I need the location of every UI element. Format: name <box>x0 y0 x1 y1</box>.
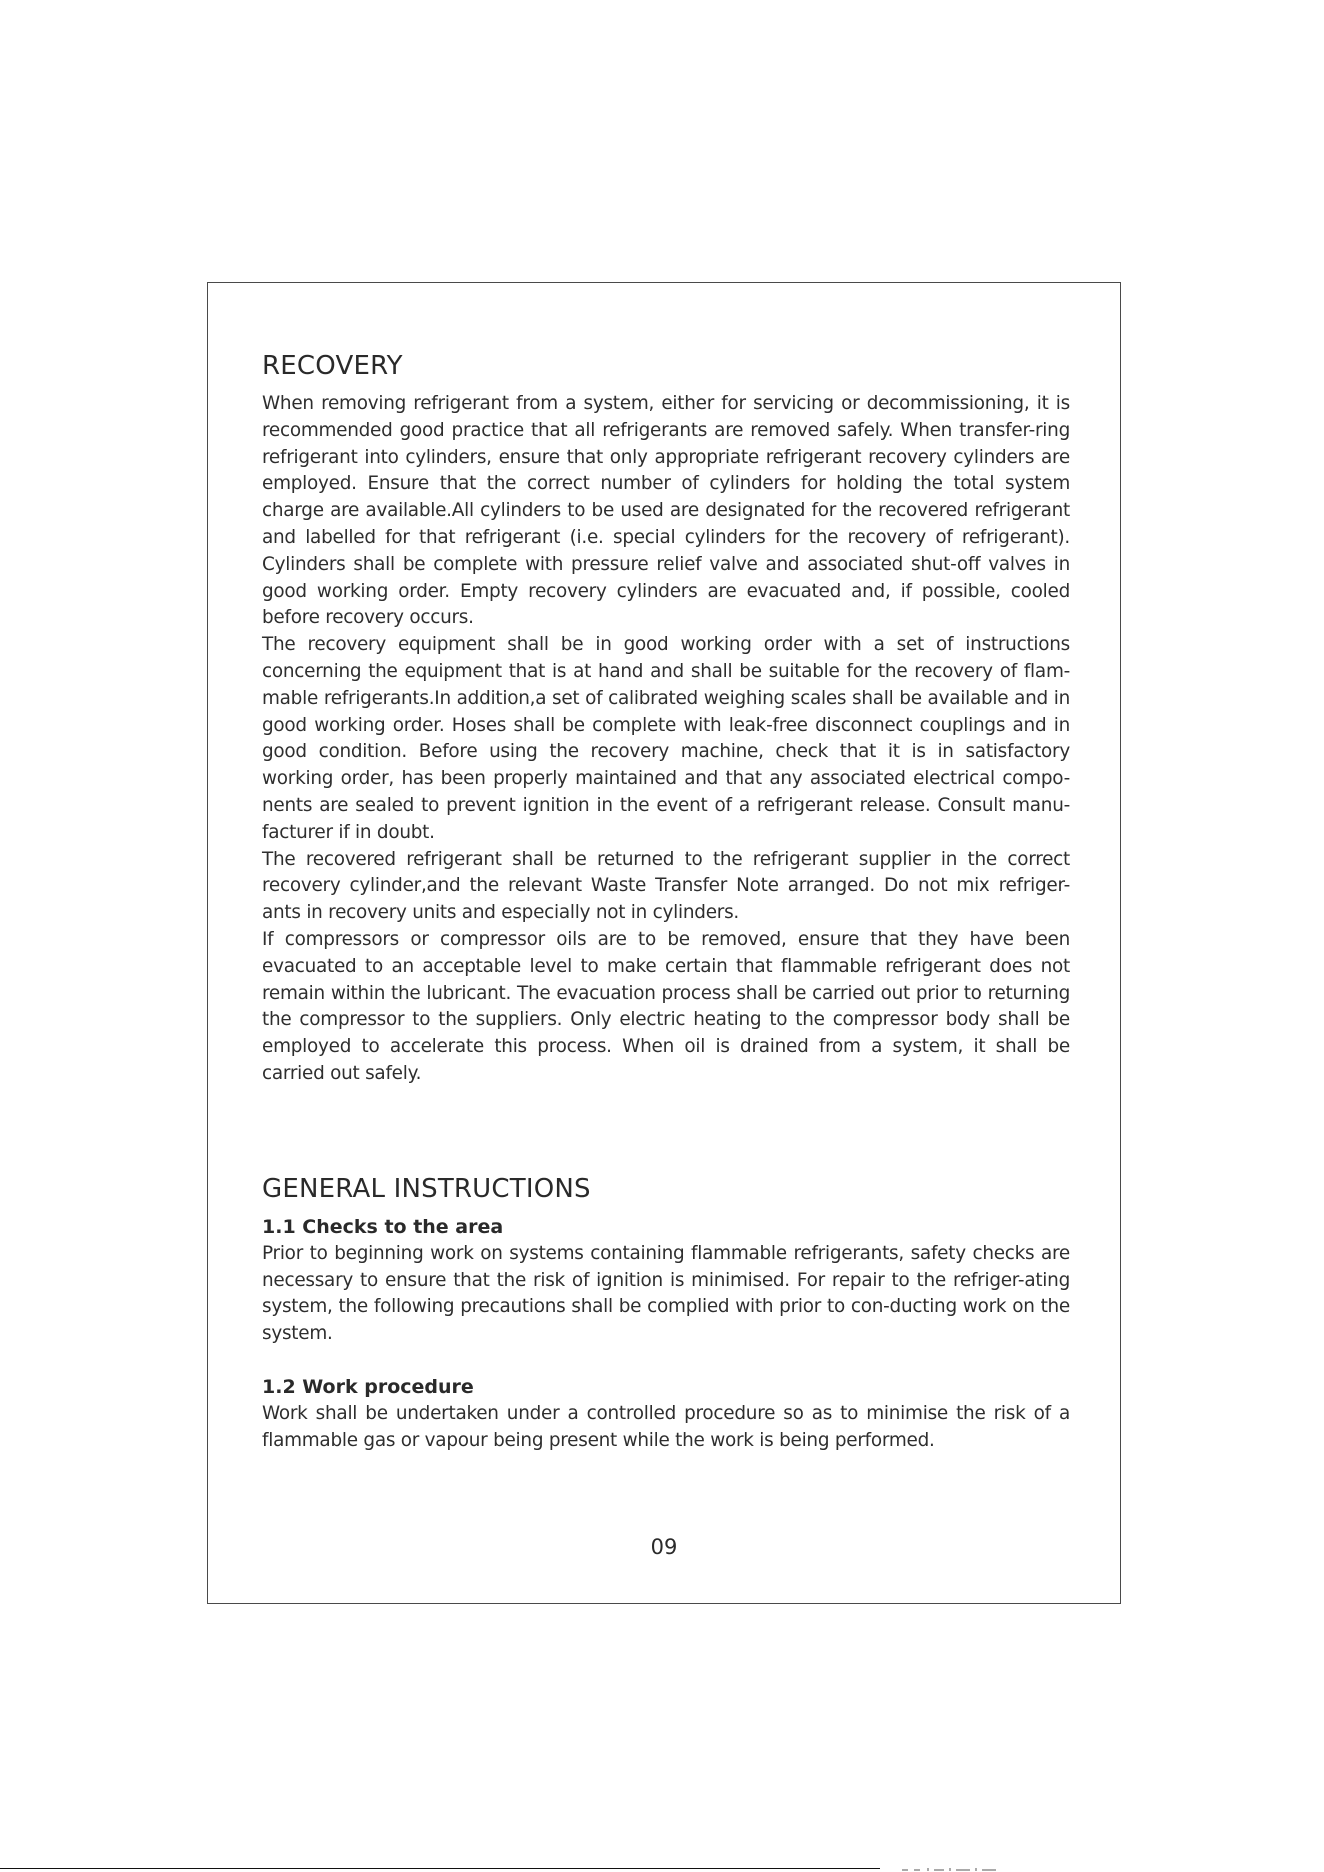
checks-to-area-heading: 1.1 Checks to the area <box>262 1215 504 1238</box>
recovery-paragraph: If compressors or compressor oils are to be removed, ensure that they have been evacuated to an acceptable level to make certain that flammable refrigerant does not remain within the lubricant. The evacuation process shall be carried out prior to returning the compressor to the suppliers. Only electric heating to the compressor body shall be employed to accelerate this process. When oil is drained from a system, it shall be carried out safely. <box>262 928 1070 1084</box>
subsection-gap <box>262 1348 1070 1374</box>
checks-to-area-text: Prior to beginning work on systems containing flammable refrigerants, safety checks are necessary to ensure that the risk of ignition is minimised. For repair to the refriger-ating system, the following precautions shall be complied with prior to con-ducting work on the system. <box>262 1242 1070 1345</box>
page-frame <box>207 282 1121 1604</box>
work-procedure-heading: 1.2 Work procedure <box>262 1375 474 1398</box>
bottom-divider <box>0 1868 880 1869</box>
recovery-paragraph: The recovered refrigerant shall be returned to the refrigerant supplier in the correct recovery cylinder,and the relevant Waste Transfer Note arranged. Do not mix refriger-ants in recovery units and especially not in cylinders. <box>262 848 1070 924</box>
general-instructions-title: GENERAL INSTRUCTIONS <box>262 1173 591 1204</box>
print-marks-icon <box>900 1862 1020 1872</box>
recovery-paragraph: When removing refrigerant from a system, either for servicing or decommissioning, it is recommended good practice that all refrigerants are removed safely. When transfer-ring refrigerant into cylinders, ensure that only appropriate refrigerant recovery cylinders are employed. Ensure that the correct number of cylinders for holding the total system charge are available.All cylinders to be used are designated for the recovered refrigerant and labelled for that refrigerant (i.e. special cylinders for the recovery of refrigerant). Cylinders shall be complete with pressure relief valve and associated shut-off valves in good working order. Empty recovery cylinders are evacuated and, if possible, cooled before recovery occurs. <box>262 393 1070 629</box>
page-content <box>262 349 1070 1455</box>
work-procedure-text: Work shall be undertaken under a controlled procedure so as to minimise the risk of a flammable gas or vapour being present while the work is being performed. <box>262 1402 1070 1451</box>
section-gap <box>262 1088 1070 1172</box>
page-number: 09 <box>650 1535 678 1559</box>
recovery-title: RECOVERY <box>262 351 403 381</box>
recovery-paragraph: The recovery equipment shall be in good working order with a set of instructions concerning the equipment that is at hand and shall be suitable for the recovery of flam-mable refrigerants.In addition,a set of calibrated weighing scales shall be available and in good working order. Hoses shall be complete with leak-free disconnect couplings and in good condition. Before using the recovery machine, check that it is in satisfactory working order, has been properly maintained and that any associated electrical compo-nents are sealed to prevent ignition in the event of a refrigerant release. Consult manu-facturer if in doubt. <box>262 634 1070 843</box>
